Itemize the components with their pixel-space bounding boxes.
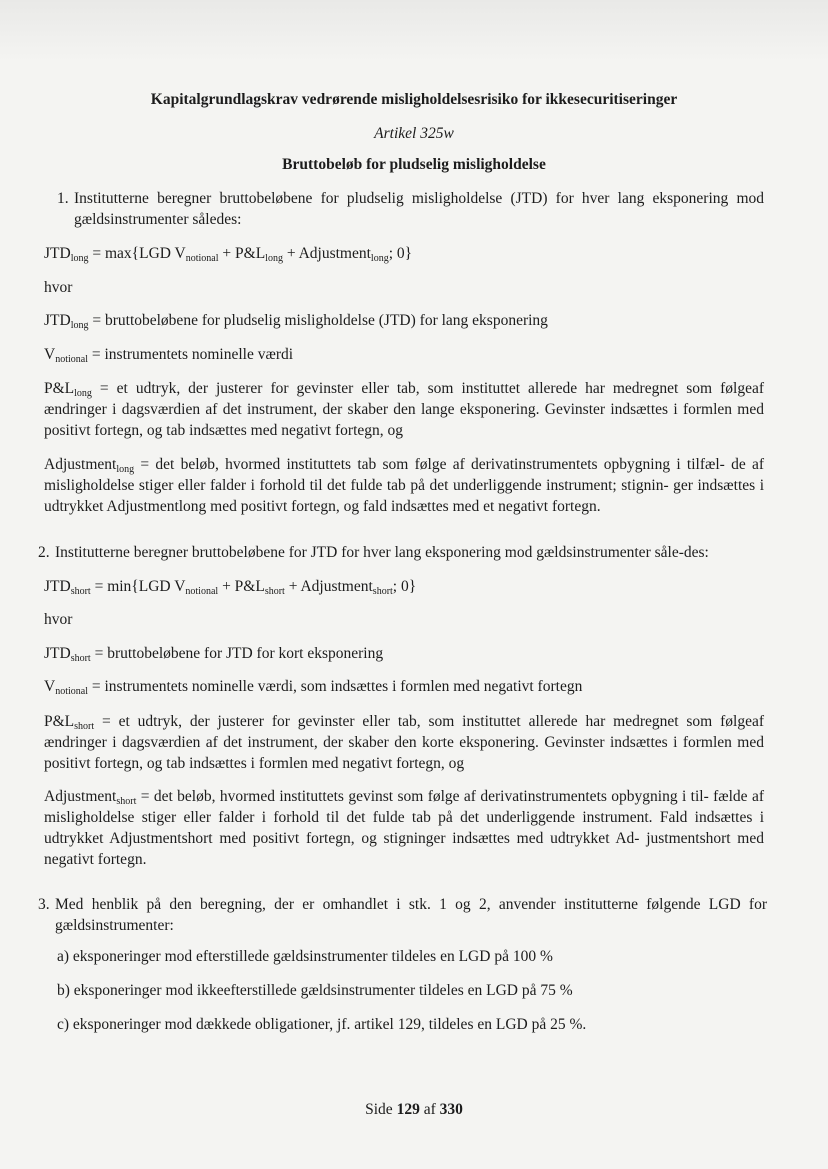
paragraph-2-intro: Institutterne beregner bruttobeløbene for JTD for hver lang eksponering mod gældsinstrumenter såle-des: [55, 544, 709, 561]
section-heading: Kapitalgrundlagskrav vedrørende misligholdelsesrisiko for ikkesecuritiseringer [150, 91, 678, 108]
paragraph-number-3: 3. [38, 896, 50, 913]
article-title: Bruttobeløb for pludselig misligholdelse [282, 156, 546, 173]
hvor-label: hvor [44, 279, 73, 296]
list-item-b: b) eksponeringer mod ikkeefterstillede gældsinstrumenter tildeles en LGD på 75 % [57, 982, 573, 999]
total-pages: 330 [439, 1101, 463, 1118]
definition-jtd-long: $JTD_{long}$ = bruttobeløbene for pludselig misligholdelse (JTD) for lang eksponering [44, 312, 548, 331]
paragraph-1-intro: Institutterne beregner bruttobeløbene for pludselig misligholdelse (JTD) for hver lang eksponering mod gældsinstrumenter således: [74, 190, 764, 228]
definition-adjustment-short: Adjustment$_{short}$ = det beløb, hvormed instituttets gevinst som følge af derivatinstrumentets opbygning i til- fælde af misligholdelse stiger eller falder i forhold til det fulde tab på det underliggende instrument. Fald indsættes i udtrykket Adjustmentshort med positivt fortegn, og stigninger indsættes med udtrykket Ad- justmentshort med negativt fortegn. [44, 788, 764, 868]
definition-jtd-short: $JTD_{short}$ = bruttobeløbene for JTD for kort eksponering [44, 645, 384, 664]
paragraph-number-2: 2. [38, 544, 50, 561]
page-footer: Side 129 af 330 [365, 1101, 463, 1118]
formula-jtd-long: $JTD_{long} = \max\{LGD$ $V_{notional}$ + $P\&L_{long}$ + Adjustment$_{long}$; 0} [44, 245, 413, 264]
formula-jtd-short: $JTD_{short} = \min\{LGD$ $V_{notional}$ + $P\&L_{short}$ + Adjustment$_{short}$; 0} [44, 578, 417, 597]
definition-v-notional-2: $V_{notional}$ = instrumentets nominelle værdi, som indsættes i formlen med negativt fortegn [44, 678, 583, 697]
list-item-c: c) eksponeringer mod dækkede obligationer, jf. artikel 129, tildeles en LGD på 25 %. [57, 1016, 587, 1033]
paragraph-3-intro: Med henblik på den beregning, der er omhandlet i stk. 1 og 2, anvender institutterne følgende LGD for gældsinstrumenter: [55, 896, 767, 934]
definition-v-notional: $V_{notional}$ = instrumentets nominelle værdi [44, 346, 294, 365]
hvor-label-2: hvor [44, 611, 73, 628]
current-page: 129 [396, 1101, 420, 1118]
definition-pl-short: $P\&L_{short}$ = et udtryk, der justerer for gevinster eller tab, som instituttet allerede har medregnet som følgeaf ændringer i dagsværdien af det instrument, der skaber den korte eksponering. Gevinster indsættes i formlen med positivt fortegn, og tab indsættes i formlen med negativt fortegn, og [44, 713, 764, 772]
paragraph-number-1: 1. [57, 190, 69, 207]
article-number: Artikel 325w [374, 125, 454, 142]
definition-adjustment-long: Adjustment$_{long}$ = det beløb, hvormed instituttets tab som følge af derivatinstrumentets opbygning i tilfæl- de af misligholdelse stiger eller falder i forhold til det fulde tab på det underliggende instrument; stignin- ger indsættes i udtrykket Adjustmentlong med positivt fortegn, og fald indsættes med et negativt fortegn. [44, 456, 764, 515]
list-item-a: a) eksponeringer mod efterstillede gældsinstrumenter tildeles en LGD på 100 % [57, 948, 553, 965]
definition-pl-long: $P\&L_{long}$ = et udtryk, der justerer for gevinster eller tab, som instituttet allerede har medregnet som følgeaf ændringer i dagsværdien af det instrument, der skaber den lange eksponering. Gevinster indsættes i formlen med positivt fortegn, og tab indsættes med negativt fortegn, og [44, 380, 764, 439]
scan-shadow [0, 0, 828, 62]
